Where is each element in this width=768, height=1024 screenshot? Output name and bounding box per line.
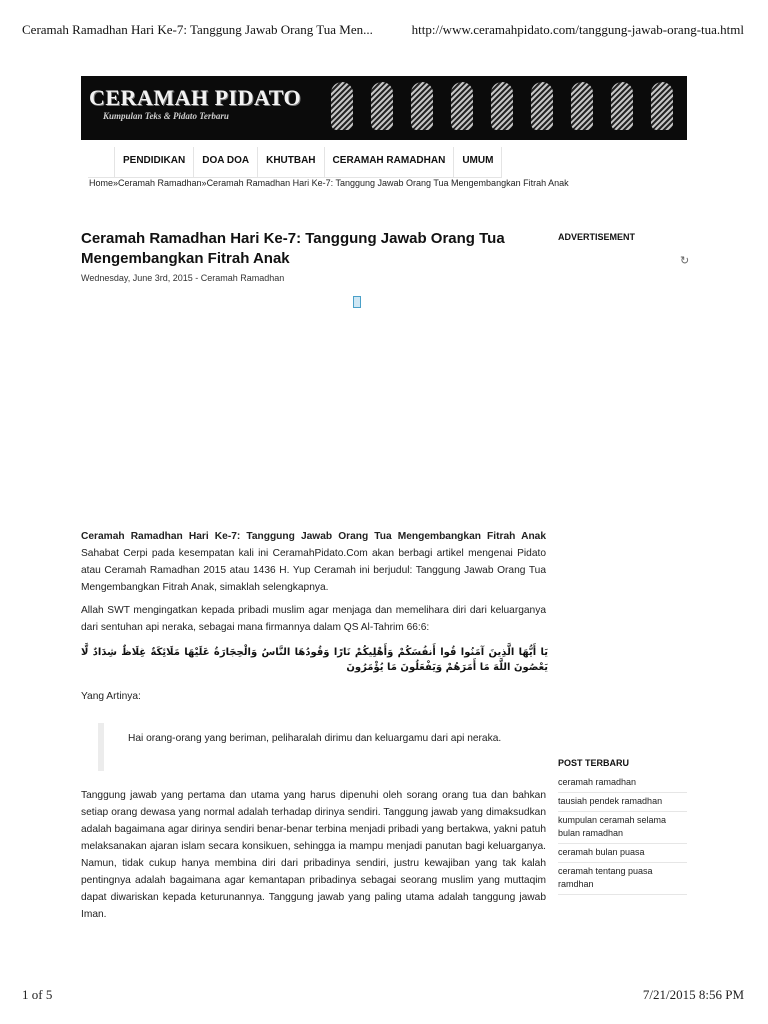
main-nav [88, 147, 502, 178]
intro-text: Sahabat Cerpi pada kesempatan kali ini CeramahPidato.Com akan berbagi artikel mengenai Pidato atau Ceramah Ramadhan 2015 atau 1436 H. Yup Ceramah ini berjudul: Tanggung Jawab Orang Tua Mengembangkan Fitrah Anak, simaklah selengkapnya. [81, 548, 546, 593]
artinya-label-text: Yang Artinya: [81, 691, 141, 702]
microphone-icon [451, 82, 473, 130]
paragraph-2-text: Allah SWT mengingatkan kepada pribadi muslim agar menjaga dan memelihara diri dari keluarganya dari sentuhan api neraka, sebagai mana firmannya dalam QS Al-Tahrim 66:6: [81, 605, 546, 633]
post-terbaru-widget [558, 758, 687, 895]
microphone-icon [491, 82, 513, 130]
artinya-label [81, 688, 546, 705]
post-terbaru-item[interactable]: kumpulan ceramah selama bulan ramadhan [558, 812, 687, 844]
post-terbaru-item[interactable]: ceramah tentang puasa ramdhan [558, 863, 687, 895]
microphone-icon [531, 82, 553, 130]
intro-bold-title: Ceramah Ramadhan Hari Ke-7: Tanggung Jawab Orang Tua Mengembangkan Fitrah Anak [81, 531, 546, 542]
post-terbaru-item[interactable]: ceramah ramadhan [558, 774, 687, 793]
nav-item-ceramah-ramadhan[interactable]: CERAMAH RAMADHAN [325, 147, 455, 177]
intro-paragraph [81, 528, 546, 596]
translation-text: Hai orang-orang yang beriman, peliharalah dirimu dan keluargamu dari api neraka. [128, 733, 502, 744]
site-logo[interactable]: CERAMAH PIDATO [89, 85, 302, 110]
nav-item-umum[interactable]: UMUM [454, 147, 502, 177]
paragraph-3-text: Tanggung jawab yang pertama dan utama yang harus dipenuhi oleh sorang orang tua dan bahkan setiap orang dewasa yang normal adalah terhadap dirinya sendiri. Tanggung jawab yang dimaksudkan adalah bagaimana agar dirinya sendiri benar-benar terbina menjadi pribadi yang bertakwa, yakni patuh melaksanakan ajaran islam secara konsikuen, sehingga ia mampu menjadi panutan bagi keluarganya. Namun, tidak cukup hanya membina diri dari pribadinya sendiri, justru kewajiban yang tak kalah pentingnya adalah bagaimana agar kemantapan pribadinya sebagai seorang muslim yang muttaqim dapat diwariskan kepada keturunannya. Tanggung jawab yang paling utama adalah tanggung jawab Iman. [81, 790, 546, 920]
site-banner[interactable] [81, 76, 687, 140]
post-title: Ceramah Ramadhan Hari Ke-7: Tanggung Jawab Orang Tua Mengembangkan Fitrah Anak [81, 230, 505, 267]
post-terbaru-heading: POST TERBARU [558, 758, 630, 768]
print-header [0, 0, 768, 40]
broken-image-icon [353, 296, 361, 308]
microphone-icon [571, 82, 593, 130]
microphone-icon [651, 82, 673, 130]
print-page-title: Ceramah Ramadhan Hari Ke-7: Tanggung Jawab Orang Tua Men... [22, 22, 373, 37]
nav-item-pendidikan[interactable]: PENDIDIKAN [115, 147, 194, 177]
microphone-icon [411, 82, 433, 130]
ad-choices-icon[interactable]: ↻ [680, 255, 690, 267]
microphone-icon [371, 82, 393, 130]
paragraph-2 [81, 602, 546, 636]
paragraph-3 [81, 787, 546, 923]
translation-blockquote [98, 723, 536, 771]
microphone-icon [611, 82, 633, 130]
post-meta: Wednesday, June 3rd, 2015 - Ceramah Ramadhan [81, 273, 285, 283]
post-terbaru-list [558, 774, 687, 895]
nav-item-doa-doa[interactable]: DOA DOA [194, 147, 258, 177]
post-terbaru-item[interactable]: tausiah pendek ramadhan [558, 793, 687, 812]
site-tagline: Kumpulan Teks & Pidato Terbaru [103, 111, 229, 121]
arabic-verse: يَا أَيُّهَا الَّذِينَ آمَنُوا قُوا أَنفُسَكُمْ وَأَهْلِيكُمْ نَارًا وَقُودُهَا النَّاسُ وَالْحِجَارَةُ عَلَيْهَا مَلَائِكَةٌ غِلَاظٌ شِدَادٌ لَّا يَعْصُونَ اللَّهَ مَا أَمَرَهُمْ وَيَفْعَلُونَ مَا يُؤْمَرُونَ [81, 647, 548, 673]
post-terbaru-item[interactable]: ceramah bulan puasa [558, 844, 687, 863]
print-datetime: 7/21/2015 8:56 PM [642, 987, 744, 1002]
nav-item-khutbah[interactable]: KHUTBAH [258, 147, 324, 177]
advertisement-label: ADVERTISEMENT [558, 232, 636, 242]
breadcrumb[interactable]: Home»Ceramah Ramadhan»Ceramah Ramadhan Hari Ke-7: Tanggung Jawab Orang Tua Mengembangkan Fitrah Anak [89, 178, 569, 188]
microphone-icon [331, 82, 353, 130]
page-number: 1 of 5 [22, 987, 53, 1002]
print-page-url: http://www.ceramahpidato.com/tanggung-jawab-orang-tua.html [411, 22, 744, 37]
nav-home-slot[interactable] [88, 147, 115, 177]
